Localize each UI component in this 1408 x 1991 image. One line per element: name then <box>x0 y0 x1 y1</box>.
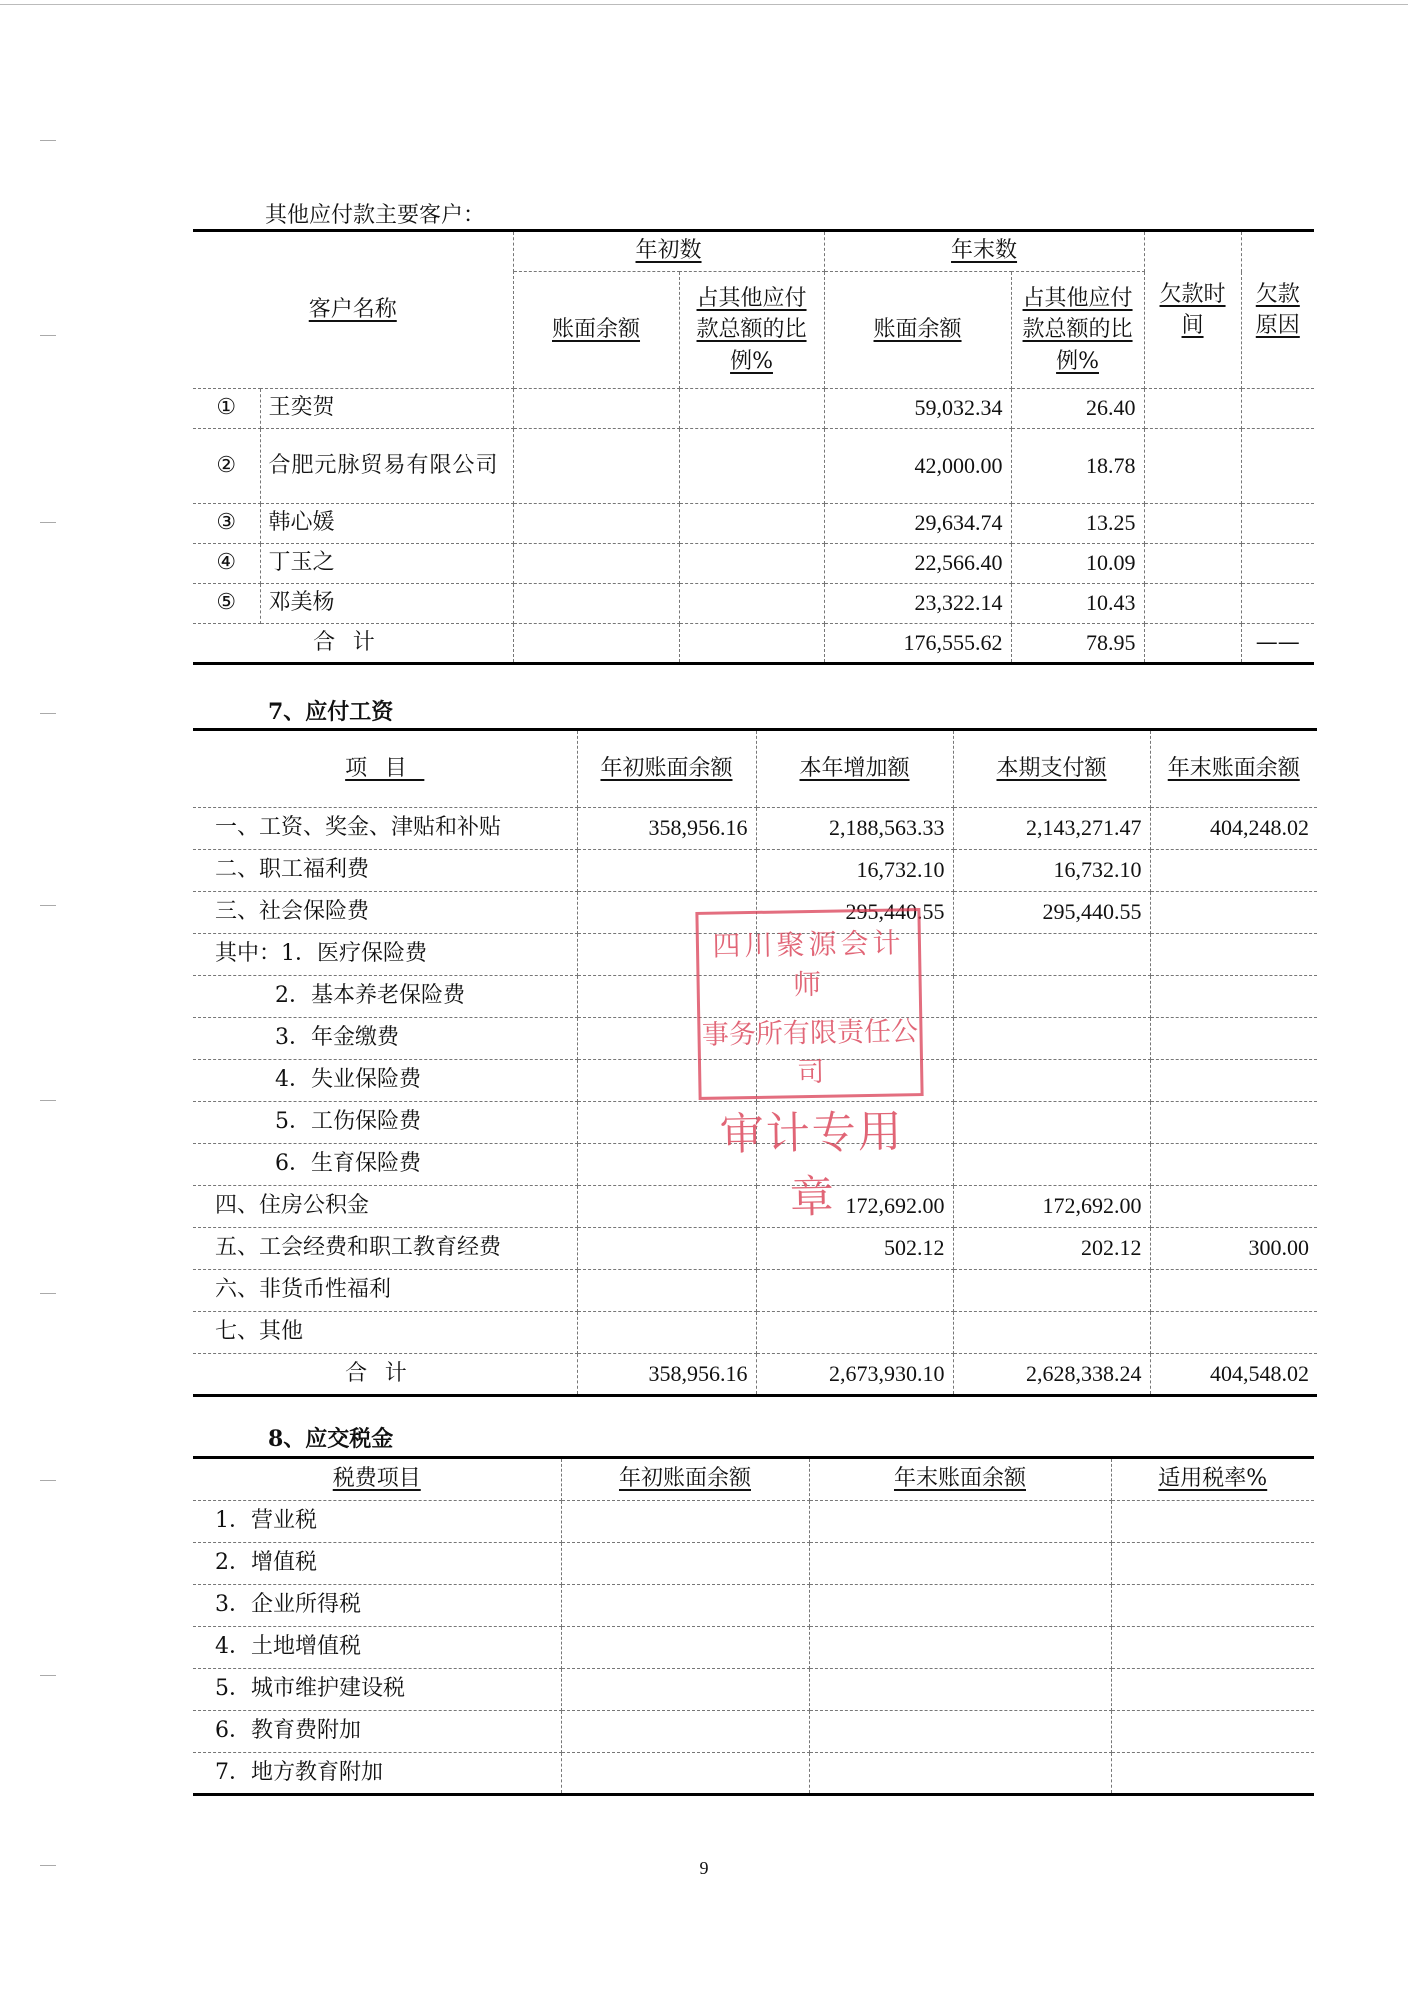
end-balance: 29,634.74 <box>824 504 1011 544</box>
wage-begin <box>577 1228 756 1270</box>
col-end-book-balance: 账面余额 <box>824 272 1011 389</box>
stamp-line: 四川聚源会计师 <box>712 926 905 1002</box>
end-balance: 22,566.40 <box>824 544 1011 584</box>
taxes-table <box>193 1456 1314 1796</box>
col-year-end: 年末数 <box>824 231 1144 272</box>
col-customer-name: 客户名称 <box>193 231 513 389</box>
wage-item: 七、其他 <box>193 1312 577 1354</box>
wage-item: 4．失业保险费 <box>193 1060 577 1102</box>
wage-begin <box>577 1312 756 1354</box>
wage-item: 2．基本养老保险费 <box>193 976 577 1018</box>
col-overdue-reason: 欠款原因 <box>1241 231 1314 389</box>
table-row <box>193 1501 1314 1543</box>
other-payables-table <box>193 229 1314 665</box>
table-row <box>193 1711 1314 1753</box>
table-row <box>193 1543 1314 1585</box>
wage-begin <box>577 1270 756 1312</box>
total-label: 合计 <box>193 624 513 664</box>
col-paid: 本期支付额 <box>953 730 1150 808</box>
col-year-begin: 年初数 <box>513 231 824 272</box>
tax-item: 2．增值税 <box>193 1543 561 1585</box>
wage-item: 一、工资、奖金、津贴和补贴 <box>193 808 577 850</box>
wage-increase: 502.12 <box>756 1228 953 1270</box>
wage-increase: 2,188,563.33 <box>756 808 953 850</box>
wages-table <box>193 728 1317 1397</box>
total-end-ratio: 78.95 <box>1011 624 1144 664</box>
wage-end <box>1150 892 1317 934</box>
total-row <box>193 624 1314 664</box>
col-increase: 本年增加额 <box>756 730 953 808</box>
customer-name: 韩心媛 <box>260 504 513 544</box>
end-balance: 59,032.34 <box>824 389 1011 429</box>
wage-begin: 358,956.16 <box>577 808 756 850</box>
wage-end <box>1150 934 1317 976</box>
wage-paid <box>953 1102 1150 1144</box>
wage-increase <box>756 1144 953 1186</box>
wage-end <box>1150 1312 1317 1354</box>
page-number: 9 <box>699 1858 709 1878</box>
wage-end <box>1150 976 1317 1018</box>
wage-increase <box>756 1018 953 1060</box>
wage-item: 5．工伤保险费 <box>193 1102 577 1144</box>
wage-paid: 202.12 <box>953 1228 1150 1270</box>
wage-item: 三、社会保险费 <box>193 892 577 934</box>
total-reason: —— <box>1241 624 1314 664</box>
wages-heading: 7、应付工资 <box>268 699 394 725</box>
wage-begin <box>577 1186 756 1228</box>
end-ratio: 10.43 <box>1011 584 1144 624</box>
total-end-balance: 176,555.62 <box>824 624 1011 664</box>
wage-increase <box>756 976 953 1018</box>
wage-item: 二、职工福利费 <box>193 850 577 892</box>
scan-top-edge <box>0 4 1408 5</box>
total-increase: 2,673,930.10 <box>756 1354 953 1396</box>
table-row <box>193 1753 1314 1795</box>
table-row <box>193 1585 1314 1627</box>
wage-begin <box>577 1102 756 1144</box>
wage-paid <box>953 976 1150 1018</box>
total-row <box>193 1354 1317 1396</box>
binding-mark <box>40 713 56 714</box>
table-row <box>193 1144 1317 1186</box>
wage-paid: 2,143,271.47 <box>953 808 1150 850</box>
stamp-line: 审计专用章 <box>719 1106 905 1224</box>
row-number: ② <box>193 429 260 504</box>
wage-begin <box>577 976 756 1018</box>
wage-paid <box>953 1144 1150 1186</box>
table-row <box>193 584 1314 624</box>
col-item: 项目 <box>193 730 577 808</box>
wage-increase <box>756 934 953 976</box>
col-tax-begin: 年初账面余额 <box>561 1458 809 1501</box>
total-paid: 2,628,338.24 <box>953 1354 1150 1396</box>
stamp-line: 事务所有限责任公司 <box>701 1016 919 1089</box>
tax-item: 1．营业税 <box>193 1501 561 1543</box>
binding-mark <box>40 522 56 523</box>
wage-item: 3．年金缴费 <box>193 1018 577 1060</box>
wage-increase <box>756 1102 953 1144</box>
wage-begin <box>577 850 756 892</box>
tax-item: 5．城市维护建设税 <box>193 1669 561 1711</box>
binding-mark <box>40 1293 56 1294</box>
binding-mark <box>40 1675 56 1676</box>
col-end-balance: 年末账面余额 <box>1150 730 1317 808</box>
table-row <box>193 850 1317 892</box>
wage-paid <box>953 1018 1150 1060</box>
wage-begin <box>577 1018 756 1060</box>
wage-end: 404,248.02 <box>1150 808 1317 850</box>
table-row <box>193 1270 1317 1312</box>
wage-item: 其中：1．医疗保险费 <box>193 934 577 976</box>
binding-mark <box>40 1100 56 1101</box>
wage-increase <box>756 1312 953 1354</box>
row-number: ③ <box>193 504 260 544</box>
wage-item: 六、非货币性福利 <box>193 1270 577 1312</box>
binding-mark <box>40 905 56 906</box>
col-tax-item: 税费项目 <box>193 1458 561 1501</box>
end-balance: 23,322.14 <box>824 584 1011 624</box>
wage-increase: 295,440.55 <box>756 892 953 934</box>
wage-paid <box>953 1060 1150 1102</box>
customer-name: 邓美杨 <box>260 584 513 624</box>
wage-paid <box>953 1312 1150 1354</box>
table-row <box>193 504 1314 544</box>
table-row <box>193 429 1314 504</box>
other-payables-heading: 其他应付款主要客户： <box>265 203 486 228</box>
col-tax-end: 年末账面余额 <box>809 1458 1111 1501</box>
col-begin-book-balance: 账面余额 <box>513 272 679 389</box>
taxes-heading: 8、应交税金 <box>268 1426 394 1452</box>
end-ratio: 13.25 <box>1011 504 1144 544</box>
col-tax-rate: 适用税率% <box>1111 1458 1314 1501</box>
wage-paid <box>953 1270 1150 1312</box>
end-ratio: 26.40 <box>1011 389 1144 429</box>
binding-mark <box>40 140 56 141</box>
wage-end <box>1150 1144 1317 1186</box>
tax-item: 3．企业所得税 <box>193 1585 561 1627</box>
col-overdue-time: 欠款时间 <box>1144 231 1241 389</box>
binding-mark <box>40 1480 56 1481</box>
table-row <box>193 1018 1317 1060</box>
customer-name: 合肥元脉贸易有限公司 <box>260 429 513 504</box>
tax-item: 4．土地增值税 <box>193 1627 561 1669</box>
table-row <box>193 1228 1317 1270</box>
wage-end <box>1150 1270 1317 1312</box>
wage-increase <box>756 1060 953 1102</box>
col-begin-balance: 年初账面余额 <box>577 730 756 808</box>
row-number: ④ <box>193 544 260 584</box>
total-end: 404,548.02 <box>1150 1354 1317 1396</box>
wage-end <box>1150 1186 1317 1228</box>
wage-end <box>1150 850 1317 892</box>
table-row <box>193 1627 1314 1669</box>
tax-item: 7．地方教育附加 <box>193 1753 561 1795</box>
wage-increase: 16,732.10 <box>756 850 953 892</box>
row-number: ⑤ <box>193 584 260 624</box>
wage-item: 6．生育保险费 <box>193 1144 577 1186</box>
wage-begin <box>577 1144 756 1186</box>
binding-mark <box>40 335 56 336</box>
wage-increase <box>756 1270 953 1312</box>
table-row <box>193 934 1317 976</box>
wage-paid: 172,692.00 <box>953 1186 1150 1228</box>
table-row <box>193 1312 1317 1354</box>
customer-name: 丁玉之 <box>260 544 513 584</box>
table-row <box>193 808 1317 850</box>
wage-begin <box>577 934 756 976</box>
wage-item: 五、工会经费和职工教育经费 <box>193 1228 577 1270</box>
row-number: ① <box>193 389 260 429</box>
end-balance: 42,000.00 <box>824 429 1011 504</box>
table-row <box>193 389 1314 429</box>
wage-end: 300.00 <box>1150 1228 1317 1270</box>
wage-end <box>1150 1018 1317 1060</box>
table-row <box>193 1060 1317 1102</box>
table-row <box>193 544 1314 584</box>
wage-paid: 295,440.55 <box>953 892 1150 934</box>
table-row <box>193 1102 1317 1144</box>
table-row <box>193 1669 1314 1711</box>
col-end-ratio: 占其他应付款总额的比例% <box>1011 272 1144 389</box>
table-row <box>193 892 1317 934</box>
wage-increase: 172,692.00 <box>756 1186 953 1228</box>
wage-paid: 16,732.10 <box>953 850 1150 892</box>
wage-paid <box>953 934 1150 976</box>
tax-item: 6．教育费附加 <box>193 1711 561 1753</box>
wage-begin <box>577 1060 756 1102</box>
table-row <box>193 976 1317 1018</box>
table-row <box>193 1186 1317 1228</box>
wage-end <box>1150 1102 1317 1144</box>
customer-name: 王奕贺 <box>260 389 513 429</box>
wage-item: 四、住房公积金 <box>193 1186 577 1228</box>
col-begin-ratio: 占其他应付款总额的比例% <box>679 272 824 389</box>
end-ratio: 18.78 <box>1011 429 1144 504</box>
total-label: 合计 <box>193 1354 577 1396</box>
end-ratio: 10.09 <box>1011 544 1144 584</box>
wage-begin <box>577 892 756 934</box>
wage-end <box>1150 1060 1317 1102</box>
total-begin: 358,956.16 <box>577 1354 756 1396</box>
